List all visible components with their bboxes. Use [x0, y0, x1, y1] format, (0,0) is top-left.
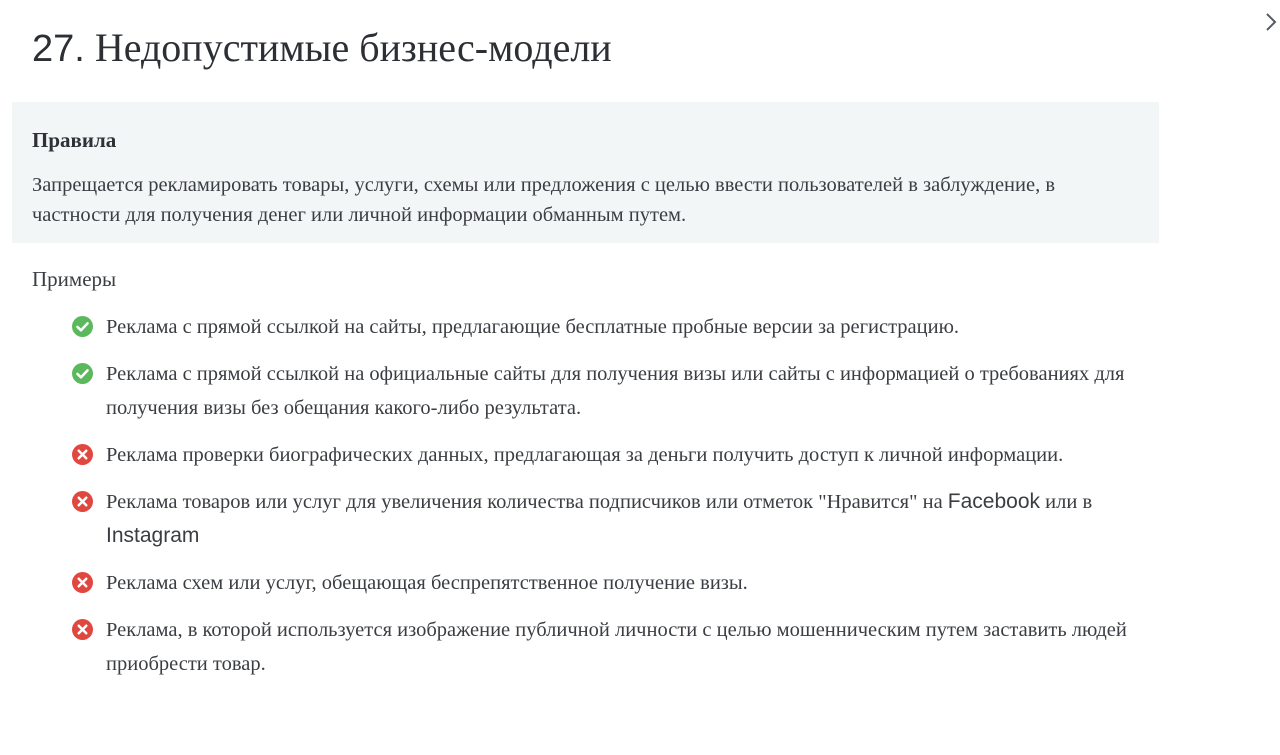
example-item-text: Реклама проверки биографических данных, предлагающая за деньги получить доступ к личной информации. — [106, 444, 1064, 466]
page-title-number: 27. — [32, 28, 85, 70]
example-item-text: Реклама схем или услуг, обещающая беспрепятственное получение визы. — [106, 572, 748, 594]
example-item-prohibited-1 — [72, 438, 1132, 472]
example-item-allowed-1 — [72, 310, 1132, 344]
example-item-text-connector: или в — [1040, 491, 1093, 513]
example-item-prohibited-3 — [72, 566, 1132, 600]
example-item-prohibited-2 — [72, 485, 1132, 553]
x-circle-icon — [72, 491, 93, 512]
example-item-text: Реклама с прямой ссылкой на сайты, предлагающие бесплатные пробные версии за регистрацию. — [106, 316, 960, 338]
page-title-text: Недопустимые бизнес-модели — [94, 25, 612, 70]
rules-panel — [12, 102, 1159, 243]
check-circle-icon — [72, 316, 93, 337]
x-circle-icon — [72, 619, 93, 640]
examples-list — [72, 310, 1132, 694]
example-item-prohibited-4 — [72, 613, 1132, 681]
example-item-text: Реклама, в которой используется изображение публичной личности с целью мошенническим путем заставить людей приобрести товар. — [106, 619, 1127, 675]
rules-text: Запрещается рекламировать товары, услуги, схемы или предложения с целью ввести пользователей в заблуждение, в частности для получения денег или личной информации обманным путем. — [32, 174, 1056, 226]
rules-heading: Правила — [32, 128, 117, 152]
examples-heading: Примеры — [32, 267, 117, 291]
brand-facebook: Facebook — [947, 490, 1041, 513]
example-item-allowed-2 — [72, 357, 1132, 425]
chevron-right-icon[interactable] — [1262, 10, 1280, 34]
check-circle-icon — [72, 363, 93, 384]
example-item-text: Реклама товаров или услуг для увеличения количества подписчиков или отметок "Нравится" на — [106, 491, 948, 513]
brand-instagram: Instagram — [106, 524, 200, 547]
page-title — [32, 24, 612, 73]
x-circle-icon — [72, 444, 93, 465]
x-circle-icon — [72, 572, 93, 593]
example-item-text: Реклама с прямой ссылкой на официальные сайты для получения визы или сайты с информацией о требованиях для получения визы без обещания какого-либо результата. — [106, 363, 1125, 419]
